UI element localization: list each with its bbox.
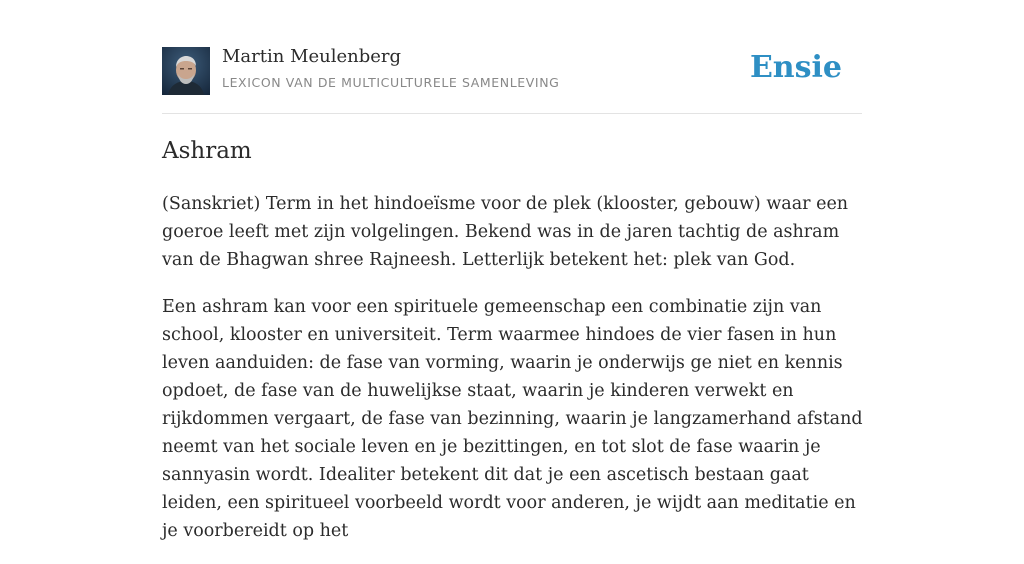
- article-paragraph: (Sanskriet) Term in het hindoeïsme voor de plek (klooster, gebouw) waar een goeroe leeft met zijn volgelingen. Bekend was in de jaren tachtig de ashram van de Bhagwan shree Rajneesh. Letterlijk betekent het: plek van God.: [162, 194, 849, 270]
- author-portrait-icon: [162, 47, 210, 95]
- article-header: [162, 0, 862, 114]
- author-avatar[interactable]: [162, 47, 210, 95]
- publication-name[interactable]: LEXICON VAN DE MULTICULTURELE SAMENLEVING: [222, 75, 560, 90]
- author-name[interactable]: Martin Meulenberg: [222, 46, 402, 67]
- article-page: [162, 0, 863, 541]
- article-paragraph: Een ashram kan voor een spirituele gemeenschap een combinatie zijn van school, klooster en universiteit. Term waarmee hindoes de vier fasen in hun leven aanduiden: de fase van vorming, waarin je onderwijs ge niet en kennis opdoet, de fase van de huwelijkse staat, waarin je kinderen verwekt en rijkdommen vergaart, de fase van bezinning, waarin je langzamerhand afstand neemt van het sociale leven en je bezittingen, en tot slot de fase waarin je sannyasin wordt. Idealiter betekent dit dat je een ascetisch bestaan gaat leiden, een spiritueel voorbeeld wordt voor anderen, je wijdt aan meditatie en je voorbereidt op het: [162, 297, 863, 541]
- ensie-logo[interactable]: Ensie: [749, 50, 842, 85]
- article-title: Ashram: [162, 138, 252, 164]
- article-body: [162, 190, 867, 564]
